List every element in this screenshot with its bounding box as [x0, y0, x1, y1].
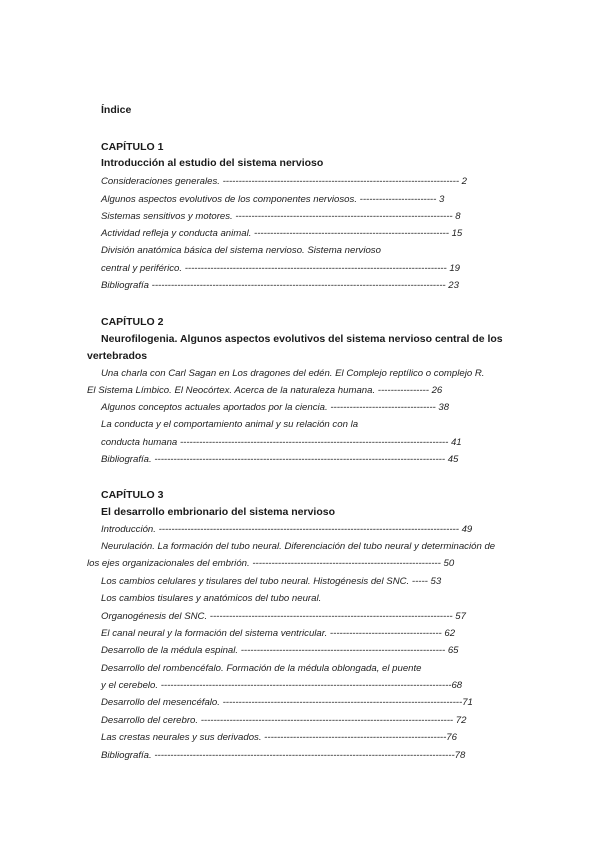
chapter-2-title: Neurofilogenia. Algunos aspectos evolutivos del sistema nervioso central de los: [101, 333, 503, 345]
toc-entry: Desarrollo del rombencéfalo. Formación de la médula oblongada, el puente: [101, 663, 422, 674]
toc-entry: Los cambios tisulares y anatómicos del tubo neural.: [101, 593, 322, 604]
toc-entry: División anatómica básica del sistema nervioso. Sistema nervioso: [101, 245, 381, 256]
toc-entry: Desarrollo del cerebro. ------------------------------------------------------------------------------- 72: [101, 715, 467, 726]
toc-entry: y el cerebelo. -------------------------------------------------------------------------------------------68: [101, 680, 463, 691]
toc-entry: Algunos conceptos actuales aportados por la ciencia. --------------------------------- 38: [101, 402, 450, 413]
toc-entry: Las crestas neurales y sus derivados. ---------------------------------------------------------76: [101, 732, 457, 743]
toc-entry: conducta humana ------------------------------------------------------------------------------------ 41: [101, 437, 462, 448]
toc-entry: Organogénesis del SNC. ---------------------------------------------------------------------------- 57: [101, 611, 466, 622]
chapter-1-title: Introducción al estudio del sistema nervioso: [101, 157, 324, 169]
toc-entry: Sistemas sensitivos y motores. -------------------------------------------------------------------- 8: [101, 211, 461, 222]
toc-entry: central y periférico. ---------------------------------------------------------------------------------- 19: [101, 263, 461, 274]
toc-entry: Los cambios celulares y tisulares del tubo neural. Histogénesis del SNC. ----- 53: [101, 576, 442, 587]
toc-entry: Una charla con Carl Sagan en Los dragones del edén. El Complejo reptílico o complejo R.: [101, 368, 485, 379]
chapter-3-title: El desarrollo embrionario del sistema nervioso: [101, 506, 335, 518]
toc-entry: Desarrollo del mesencéfalo. ---------------------------------------------------------------------------71: [101, 697, 473, 708]
chapter-2-label: CAPÍTULO 2: [101, 316, 164, 328]
toc-entry: Bibliografía. ------------------------------------------------------------------------------------------- 45: [101, 454, 459, 465]
toc-entry: Consideraciones generales. -------------------------------------------------------------------------- 2: [101, 176, 468, 187]
chapter-1-label: CAPÍTULO 1: [101, 141, 164, 153]
chapter-3-label: CAPÍTULO 3: [101, 489, 164, 501]
toc-entry: Bibliografía. ----------------------------------------------------------------------------------------------78: [101, 750, 466, 761]
toc-entry: Introducción. ---------------------------------------------------------------------------------------------- 49: [101, 524, 473, 535]
toc-entry: Actividad refleja y conducta animal. ------------------------------------------------------------- 15: [101, 228, 463, 239]
toc-entry: El canal neural y la formación del sistema ventricular. ----------------------------------- 62: [101, 628, 456, 639]
toc-entry: La conducta y el comportamiento animal y su relación con la: [101, 419, 359, 430]
toc-entry: Desarrollo de la médula espinal. ---------------------------------------------------------------- 65: [101, 645, 459, 656]
toc-entry: Algunos aspectos evolutivos de los componentes nerviosos. ------------------------ 3: [101, 194, 445, 205]
chapter-2-title-cont: vertebrados: [87, 350, 148, 362]
toc-entry: Bibliografía -------------------------------------------------------------------------------------------- 23: [101, 280, 459, 291]
toc-entry: El Sistema Límbico. El Neocórtex. Acerca de la naturaleza humana. ---------------- 26: [87, 385, 443, 396]
index-title: Índice: [101, 104, 132, 116]
toc-entry: los ejes organizacionales del embrión. ----------------------------------------------------------- 50: [87, 558, 455, 569]
toc-entry: Neurulación. La formación del tubo neural. Diferenciación del tubo neural y determinación de: [101, 541, 496, 552]
